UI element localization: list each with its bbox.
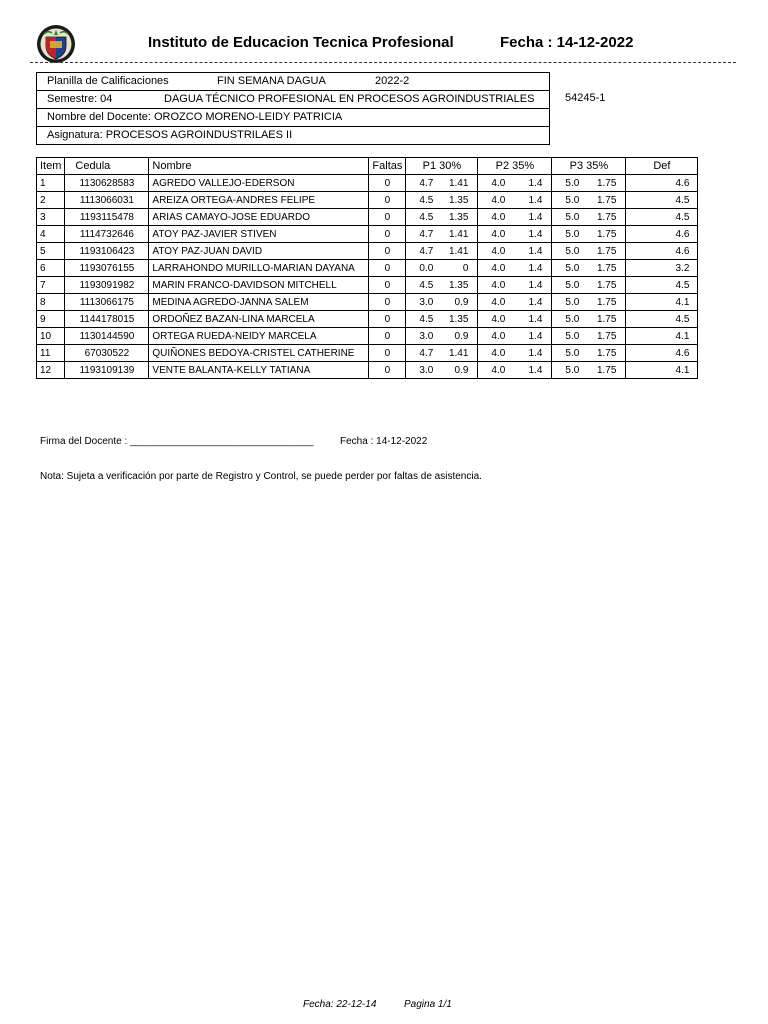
cell-p2-weighted: 1.4 bbox=[528, 364, 543, 376]
grades-body bbox=[37, 175, 698, 379]
cell-p3-grade: 5.0 bbox=[565, 177, 580, 189]
cell-p1-grade: 4.7 bbox=[419, 228, 434, 240]
cell-p1-weighted: 0 bbox=[462, 262, 469, 274]
cell-nombre: ORDOÑEZ BAZAN-LINA MARCELA bbox=[149, 311, 369, 328]
cell-p3-weighted: 1.75 bbox=[596, 347, 617, 359]
cell-p3-weighted: 1.75 bbox=[596, 211, 617, 223]
col-header-def: Def bbox=[626, 158, 698, 175]
table-row bbox=[37, 345, 698, 362]
cell-p3 bbox=[552, 311, 626, 328]
cell-p3-grade: 5.0 bbox=[565, 313, 580, 325]
cell-p3 bbox=[552, 362, 626, 379]
cell-cedula: 67030522 bbox=[65, 345, 149, 362]
cell-item: 7 bbox=[37, 277, 65, 294]
col-header-p2: P2 35% bbox=[478, 158, 552, 175]
table-row bbox=[37, 277, 698, 294]
cell-item: 6 bbox=[37, 260, 65, 277]
table-row bbox=[37, 192, 698, 209]
cell-p1 bbox=[406, 294, 478, 311]
header-date: Fecha : 14-12-2022 bbox=[500, 34, 634, 51]
asignatura: Asignatura: PROCESOS AGROINDUSTRILAES II bbox=[47, 129, 293, 141]
col-header-p1: P1 30% bbox=[406, 158, 478, 175]
table-row bbox=[37, 362, 698, 379]
cell-nombre: AGREDO VALLEJO-EDERSON bbox=[149, 175, 369, 192]
cell-cedula: 1114732646 bbox=[65, 226, 149, 243]
cell-p2 bbox=[478, 311, 552, 328]
planilla-label: Planilla de Calificaciones bbox=[47, 75, 169, 87]
cell-p2-grade: 4.0 bbox=[491, 262, 506, 274]
cell-item: 3 bbox=[37, 209, 65, 226]
info-row-semestre bbox=[37, 91, 549, 109]
cell-p1 bbox=[406, 277, 478, 294]
cell-p2-weighted: 1.4 bbox=[528, 296, 543, 308]
cell-p3-grade: 5.0 bbox=[565, 211, 580, 223]
period: 2022-2 bbox=[375, 75, 410, 87]
cell-p2-grade: 4.0 bbox=[491, 330, 506, 342]
cell-p3-grade: 5.0 bbox=[565, 330, 580, 342]
cell-cedula: 1130144590 bbox=[65, 328, 149, 345]
cell-p3-grade: 5.0 bbox=[565, 194, 580, 206]
footer-date: Fecha: 22-12-14 bbox=[303, 999, 377, 1010]
table-row bbox=[37, 311, 698, 328]
cell-p2 bbox=[478, 277, 552, 294]
cell-p2 bbox=[478, 209, 552, 226]
cell-p2 bbox=[478, 294, 552, 311]
cell-faltas: 0 bbox=[369, 226, 406, 243]
cell-p3-grade: 5.0 bbox=[565, 364, 580, 376]
signature-line: Firma del Docente : _________________________________ bbox=[40, 436, 314, 447]
cell-p3-weighted: 1.75 bbox=[596, 279, 617, 291]
cell-cedula: 1193109139 bbox=[65, 362, 149, 379]
cell-p1-grade: 4.5 bbox=[419, 313, 434, 325]
cell-p2 bbox=[478, 243, 552, 260]
table-row bbox=[37, 294, 698, 311]
cell-p2 bbox=[478, 362, 552, 379]
cell-p2 bbox=[478, 226, 552, 243]
cell-p2-weighted: 1.4 bbox=[528, 330, 543, 342]
cell-p2 bbox=[478, 345, 552, 362]
cell-p3-weighted: 1.75 bbox=[596, 177, 617, 189]
cell-item: 2 bbox=[37, 192, 65, 209]
cell-faltas: 0 bbox=[369, 328, 406, 345]
cell-def: 4.6 bbox=[626, 175, 698, 192]
cell-faltas: 0 bbox=[369, 209, 406, 226]
docente: Nombre del Docente: OROZCO MORENO-LEIDY PATRICIA bbox=[47, 111, 343, 123]
cell-def: 4.1 bbox=[626, 362, 698, 379]
cell-p1-weighted: 0.9 bbox=[454, 364, 469, 376]
cell-p1-grade: 3.0 bbox=[419, 296, 434, 308]
cell-p3 bbox=[552, 328, 626, 345]
signature-date: Fecha : 14-12-2022 bbox=[340, 436, 428, 447]
grades-table bbox=[36, 157, 698, 379]
cell-p1-grade: 4.7 bbox=[419, 245, 434, 257]
cell-p3-weighted: 1.75 bbox=[596, 313, 617, 325]
info-row-planilla bbox=[37, 73, 549, 91]
cell-p1 bbox=[406, 226, 478, 243]
cell-nombre: MARIN FRANCO-DAVIDSON MITCHELL bbox=[149, 277, 369, 294]
cell-p3 bbox=[552, 345, 626, 362]
cell-p1 bbox=[406, 362, 478, 379]
cell-p3 bbox=[552, 192, 626, 209]
cell-cedula: 1113066175 bbox=[65, 294, 149, 311]
cell-item: 5 bbox=[37, 243, 65, 260]
cell-faltas: 0 bbox=[369, 311, 406, 328]
cell-faltas: 0 bbox=[369, 294, 406, 311]
cell-p2-weighted: 1.4 bbox=[528, 245, 543, 257]
col-header-faltas: Faltas bbox=[369, 158, 406, 175]
cell-p2-grade: 4.0 bbox=[491, 211, 506, 223]
cell-p1-grade: 4.7 bbox=[419, 347, 434, 359]
info-row-docente bbox=[37, 109, 549, 127]
cell-p1-grade: 3.0 bbox=[419, 330, 434, 342]
cell-nombre: AREIZA ORTEGA-ANDRES FELIPE bbox=[149, 192, 369, 209]
cell-def: 4.6 bbox=[626, 345, 698, 362]
cell-p2-grade: 4.0 bbox=[491, 177, 506, 189]
cell-p2 bbox=[478, 175, 552, 192]
cell-p3-weighted: 1.75 bbox=[596, 330, 617, 342]
header-divider bbox=[30, 62, 736, 63]
cell-p1-weighted: 1.35 bbox=[448, 279, 469, 291]
cell-cedula: 1193115478 bbox=[65, 209, 149, 226]
cell-p3-weighted: 1.75 bbox=[596, 296, 617, 308]
cell-def: 4.6 bbox=[626, 243, 698, 260]
cell-p3-grade: 5.0 bbox=[565, 245, 580, 257]
cell-p2-grade: 4.0 bbox=[491, 364, 506, 376]
cell-nombre: MEDINA AGREDO-JANNA SALEM bbox=[149, 294, 369, 311]
cell-p3 bbox=[552, 294, 626, 311]
cell-cedula: 1144178015 bbox=[65, 311, 149, 328]
cell-p1-grade: 4.5 bbox=[419, 211, 434, 223]
cell-p1 bbox=[406, 328, 478, 345]
cell-item: 1 bbox=[37, 175, 65, 192]
cell-p1-weighted: 1.35 bbox=[448, 194, 469, 206]
col-header-item: Item bbox=[37, 158, 65, 175]
cell-def: 4.5 bbox=[626, 209, 698, 226]
cell-p2-weighted: 1.4 bbox=[528, 194, 543, 206]
cell-p3 bbox=[552, 209, 626, 226]
program-code: 54245-1 bbox=[565, 92, 606, 104]
cell-p1-weighted: 0.9 bbox=[454, 330, 469, 342]
cell-p1-grade: 4.5 bbox=[419, 194, 434, 206]
cell-def: 4.5 bbox=[626, 192, 698, 209]
cell-faltas: 0 bbox=[369, 345, 406, 362]
cell-p1-weighted: 1.41 bbox=[448, 245, 469, 257]
cell-item: 9 bbox=[37, 311, 65, 328]
cell-p2 bbox=[478, 328, 552, 345]
cell-p1-weighted: 1.35 bbox=[448, 313, 469, 325]
cell-p2-weighted: 1.4 bbox=[528, 279, 543, 291]
program-site: FIN SEMANA DAGUA bbox=[217, 75, 326, 87]
cell-def: 4.1 bbox=[626, 294, 698, 311]
cell-p3-grade: 5.0 bbox=[565, 262, 580, 274]
table-row bbox=[37, 243, 698, 260]
cell-p2-grade: 4.0 bbox=[491, 296, 506, 308]
cell-faltas: 0 bbox=[369, 362, 406, 379]
cell-p2-grade: 4.0 bbox=[491, 347, 506, 359]
cell-p1-weighted: 1.41 bbox=[448, 177, 469, 189]
cell-item: 12 bbox=[37, 362, 65, 379]
cell-item: 11 bbox=[37, 345, 65, 362]
cell-item: 4 bbox=[37, 226, 65, 243]
cell-p3 bbox=[552, 226, 626, 243]
table-row bbox=[37, 260, 698, 277]
col-header-cedula: Cedula bbox=[65, 158, 149, 175]
cell-p2-weighted: 1.4 bbox=[528, 262, 543, 274]
institution-crest-icon bbox=[36, 24, 76, 64]
cell-p1-weighted: 1.41 bbox=[448, 347, 469, 359]
cell-p3-weighted: 1.75 bbox=[596, 262, 617, 274]
footer-page-number: Pagina 1/1 bbox=[404, 999, 452, 1010]
cell-faltas: 0 bbox=[369, 175, 406, 192]
cell-p2-grade: 4.0 bbox=[491, 245, 506, 257]
cell-p3-grade: 5.0 bbox=[565, 228, 580, 240]
cell-p1 bbox=[406, 345, 478, 362]
cell-p2 bbox=[478, 260, 552, 277]
col-header-nombre: Nombre bbox=[149, 158, 369, 175]
cell-p2-grade: 4.0 bbox=[491, 228, 506, 240]
table-row bbox=[37, 328, 698, 345]
col-header-p3: P3 35% bbox=[552, 158, 626, 175]
cell-nombre: VENTE BALANTA-KELLY TATIANA bbox=[149, 362, 369, 379]
program-name: DAGUA TÉCNICO PROFESIONAL EN PROCESOS AGROINDUSTRIALES bbox=[164, 93, 535, 105]
cell-nombre: LARRAHONDO MURILLO-MARIAN DAYANA bbox=[149, 260, 369, 277]
cell-def: 4.1 bbox=[626, 328, 698, 345]
cell-item: 10 bbox=[37, 328, 65, 345]
cell-p3 bbox=[552, 175, 626, 192]
cell-p3-weighted: 1.75 bbox=[596, 364, 617, 376]
cell-nombre: ATOY PAZ-JUAN DAVID bbox=[149, 243, 369, 260]
cell-p2-weighted: 1.4 bbox=[528, 347, 543, 359]
cell-def: 4.5 bbox=[626, 277, 698, 294]
table-row bbox=[37, 175, 698, 192]
cell-nombre: ORTEGA RUEDA-NEIDY MARCELA bbox=[149, 328, 369, 345]
cell-p3-grade: 5.0 bbox=[565, 279, 580, 291]
table-row bbox=[37, 209, 698, 226]
cell-faltas: 0 bbox=[369, 260, 406, 277]
cell-nombre: QUIÑONES BEDOYA-CRISTEL CATHERINE bbox=[149, 345, 369, 362]
cell-cedula: 1193076155 bbox=[65, 260, 149, 277]
cell-p2-grade: 4.0 bbox=[491, 313, 506, 325]
cell-p1 bbox=[406, 260, 478, 277]
cell-p1 bbox=[406, 311, 478, 328]
cell-p1 bbox=[406, 192, 478, 209]
cell-p3-weighted: 1.75 bbox=[596, 228, 617, 240]
cell-p1-grade: 0.0 bbox=[419, 262, 434, 274]
cell-nombre: ATOY PAZ-JAVIER STIVEN bbox=[149, 226, 369, 243]
cell-p3 bbox=[552, 243, 626, 260]
info-row-asignatura bbox=[37, 127, 549, 144]
cell-cedula: 1193091982 bbox=[65, 277, 149, 294]
cell-p2-weighted: 1.4 bbox=[528, 177, 543, 189]
cell-p3-grade: 5.0 bbox=[565, 347, 580, 359]
cell-p1 bbox=[406, 209, 478, 226]
cell-p2-weighted: 1.4 bbox=[528, 211, 543, 223]
cell-cedula: 1193106423 bbox=[65, 243, 149, 260]
cell-p1-grade: 4.7 bbox=[419, 177, 434, 189]
cell-def: 3.2 bbox=[626, 260, 698, 277]
semestre: Semestre: 04 bbox=[47, 93, 113, 105]
cell-cedula: 1130628583 bbox=[65, 175, 149, 192]
cell-faltas: 0 bbox=[369, 192, 406, 209]
cell-p1-grade: 4.5 bbox=[419, 279, 434, 291]
cell-p3 bbox=[552, 260, 626, 277]
cell-def: 4.5 bbox=[626, 311, 698, 328]
cell-item: 8 bbox=[37, 294, 65, 311]
cell-p2-weighted: 1.4 bbox=[528, 228, 543, 240]
cell-p1-weighted: 1.35 bbox=[448, 211, 469, 223]
cell-nombre: ARIAS CAMAYO-JOSE EDUARDO bbox=[149, 209, 369, 226]
cell-p1-weighted: 0.9 bbox=[454, 296, 469, 308]
cell-p2-grade: 4.0 bbox=[491, 279, 506, 291]
cell-p1-weighted: 1.41 bbox=[448, 228, 469, 240]
cell-p1-grade: 3.0 bbox=[419, 364, 434, 376]
note-text: Nota: Sujeta a verificación por parte de Registro y Control, se puede perder por faltas de asistencia. bbox=[40, 471, 482, 482]
cell-p2-weighted: 1.4 bbox=[528, 313, 543, 325]
cell-p3-grade: 5.0 bbox=[565, 296, 580, 308]
table-row bbox=[37, 226, 698, 243]
table-header-row bbox=[37, 158, 698, 175]
cell-p1 bbox=[406, 175, 478, 192]
cell-p3-weighted: 1.75 bbox=[596, 245, 617, 257]
cell-p1 bbox=[406, 243, 478, 260]
cell-p2 bbox=[478, 192, 552, 209]
cell-p3-weighted: 1.75 bbox=[596, 194, 617, 206]
cell-faltas: 0 bbox=[369, 277, 406, 294]
cell-p2-grade: 4.0 bbox=[491, 194, 506, 206]
institution-title: Instituto de Educacion Tecnica Profesional bbox=[148, 34, 454, 51]
cell-cedula: 1113066031 bbox=[65, 192, 149, 209]
course-info-box bbox=[36, 72, 550, 145]
cell-faltas: 0 bbox=[369, 243, 406, 260]
cell-p3 bbox=[552, 277, 626, 294]
cell-def: 4.6 bbox=[626, 226, 698, 243]
